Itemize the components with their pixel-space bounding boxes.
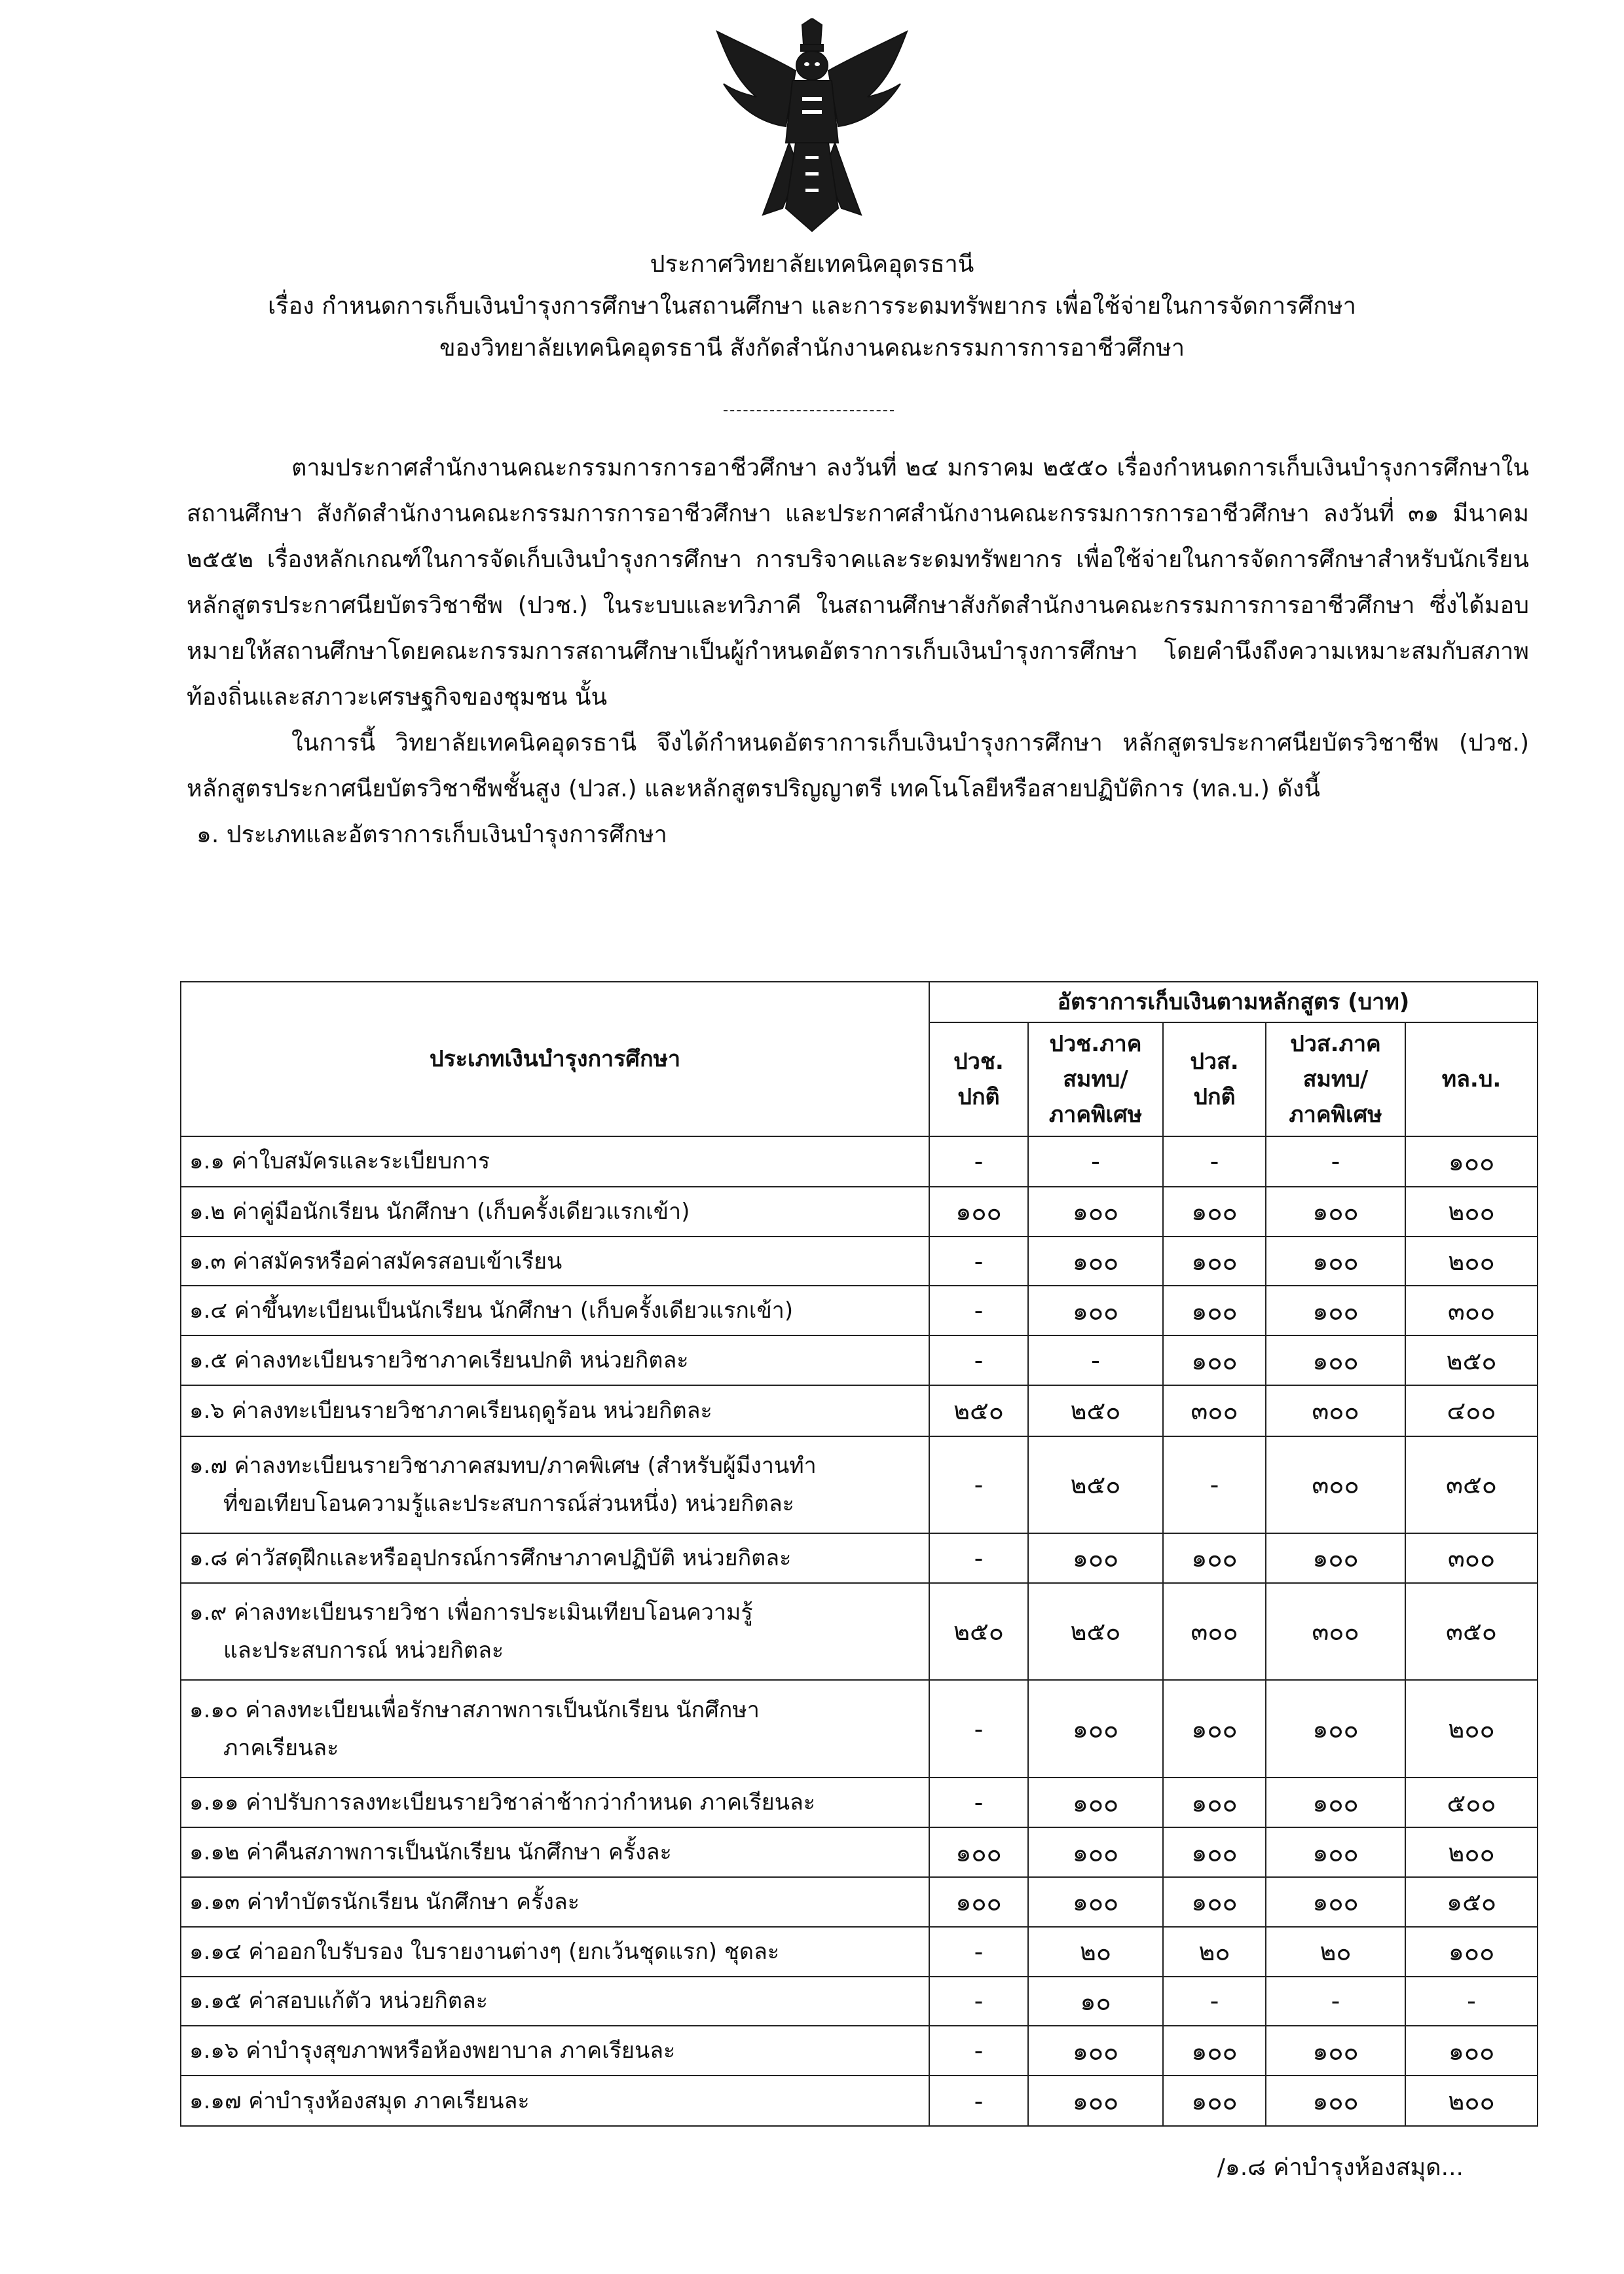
col-header-3 bbox=[1163, 1022, 1266, 1136]
fee-item-label bbox=[181, 1680, 929, 1778]
rate-cell: ๓๐๐ bbox=[1266, 1436, 1405, 1533]
rate-cell: ๑๐ bbox=[1028, 1977, 1163, 2026]
fee-item-label: ๑.๕ ค่าลงทะเบียนรายวิชาภาคเรียนปกติ หน่วยกิตละ bbox=[181, 1335, 929, 1385]
fee-item-label bbox=[181, 1583, 929, 1680]
body-paragraph-1: ตามประกาศสำนักงานคณะกรรมการการอาชีวศึกษา ลงวันที่ ๒๔ มกราคม ๒๕๕๐ เรื่องกำหนดการเก็บเงินบำรุงการศึกษาในสถานศึกษา สังกัดสำนักงานคณะกรรมการการอาชีวศึกษา และประกาศสำนักงานคณะกรรมการการอาชีวศึกษา ลงวันที่ ๓๑ มีนาคม ๒๕๕๒ เรื่องหลักเกณฑ์ในการจัดเก็บเงินบำรุงการศึกษา การบริจาคและระดมทรัพยากร เพื่อใช้จ่ายในการจัดการศึกษาสำหรับนักเรียน หลักสูตรประกาศนียบัตรวิชาชีพ (ปวช.) ในระบบและทวิภาคี ในสถานศึกษาสังกัดสำนักงานคณะกรรมการการอาชีวศึกษา ซึ่งได้มอบหมายให้สถานศึกษาโดยคณะกรรมการสถานศึกษาเป็นผู้กำหนดอัตราการเก็บเงินบำรุงการศึกษา โดยคำนึงถึงความเหมาะสมกับสภาพท้องถิ่นและสภาวะเศรษฐกิจของชุมชน นั้น bbox=[187, 455, 1529, 711]
rate-cell: - bbox=[929, 1927, 1028, 1977]
table-row bbox=[181, 1335, 1538, 1385]
rate-cell: - bbox=[1163, 1136, 1266, 1187]
table-row bbox=[181, 1533, 1538, 1583]
fee-item-label bbox=[181, 1436, 929, 1533]
fee-type-header: ประเภทเงินบำรุงการศึกษา bbox=[181, 982, 929, 1136]
rate-cell: ๒๕๐ bbox=[1028, 1385, 1163, 1436]
fee-item-label: ๑.๑๒ ค่าคืนสภาพการเป็นนักเรียน นักศึกษา ครั้งละ bbox=[181, 1827, 929, 1877]
rate-cell: - bbox=[1163, 1977, 1266, 2026]
fee-item-line: ๑.๑๐ ค่าลงทะเบียนเพื่อรักษาสภาพการเป็นนักเรียน นักศึกษา bbox=[189, 1696, 760, 1723]
fee-item-line: ๑.๙ ค่าลงทะเบียนรายวิชา เพื่อการประเมินเทียบโอนความรู้ bbox=[189, 1599, 753, 1626]
rate-cell: ๑๕๐ bbox=[1405, 1877, 1538, 1927]
continuation-note: /๑.๘ ค่าบำรุงห้องสมุด... bbox=[1217, 2154, 1464, 2181]
rate-cell: ๑๐๐ bbox=[1266, 1237, 1405, 1286]
rate-header: อัตราการเก็บเงินตามหลักสูตร (บาท) bbox=[929, 982, 1538, 1022]
rate-cell: ๑๐๐ bbox=[1163, 1237, 1266, 1286]
rate-cell: ๑๐๐ bbox=[1266, 1680, 1405, 1778]
rate-cell: - bbox=[1163, 1436, 1266, 1533]
col-header-5 bbox=[1405, 1022, 1538, 1136]
rate-cell: ๒๕๐ bbox=[929, 1583, 1028, 1680]
col-header-line: ภาคพิเศษ bbox=[1289, 1102, 1382, 1128]
col-header-line: ปวส.ภาค bbox=[1290, 1031, 1381, 1057]
rate-cell: ๑๐๐ bbox=[1163, 1533, 1266, 1583]
table-row bbox=[181, 1827, 1538, 1877]
announcement-title: ประกาศวิทยาลัยเทคนิคอุดรธานี bbox=[650, 251, 974, 278]
fee-item-label: ๑.๘ ค่าวัสดุฝึกและหรืออุปกรณ์การศึกษาภาคปฏิบัติ หน่วยกิตละ bbox=[181, 1533, 929, 1583]
rate-cell: ๑๐๐ bbox=[1266, 1187, 1405, 1237]
table-row bbox=[181, 1286, 1538, 1335]
fee-rate-table bbox=[180, 981, 1538, 2127]
rate-cell: - bbox=[1266, 1977, 1405, 2026]
rate-cell: ๑๐๐ bbox=[929, 1827, 1028, 1877]
announcement-subject-line1: เรื่อง กำหนดการเก็บเงินบำรุงการศึกษาในสถานศึกษา และการระดมทรัพยากร เพื่อใช้จ่ายในการจัดการศึกษา bbox=[268, 293, 1356, 320]
rate-cell: ๑๐๐ bbox=[1163, 1286, 1266, 1335]
col-header-line: ปวช. bbox=[953, 1049, 1004, 1075]
rate-cell: ๑๐๐ bbox=[1266, 1533, 1405, 1583]
rate-cell: ๒๐๐ bbox=[1405, 1237, 1538, 1286]
rate-cell: ๑๐๐ bbox=[1266, 1877, 1405, 1927]
rate-cell: ๑๐๐ bbox=[1163, 1335, 1266, 1385]
rate-cell: ๓๐๐ bbox=[1405, 1286, 1538, 1335]
rate-cell: ๑๐๐ bbox=[1266, 1335, 1405, 1385]
fee-item-label: ๑.๑๔ ค่าออกใบรับรอง ใบรายงานต่างๆ (ยกเว้นชุดแรก) ชุดละ bbox=[181, 1927, 929, 1977]
announcement-body bbox=[187, 445, 1529, 858]
col-header-2 bbox=[1028, 1022, 1163, 1136]
rate-cell: ๓๐๐ bbox=[1163, 1385, 1266, 1436]
rate-cell: ๒๐ bbox=[1266, 1927, 1405, 1977]
rate-cell: - bbox=[1266, 1136, 1405, 1187]
rate-cell: ๕๐๐ bbox=[1405, 1778, 1538, 1827]
table-row bbox=[181, 1680, 1538, 1778]
rate-cell: ๑๐๐ bbox=[1163, 2026, 1266, 2076]
rate-cell: ๑๐๐ bbox=[1028, 1533, 1163, 1583]
table-row bbox=[181, 1136, 1538, 1187]
col-header-line: ปวส. bbox=[1190, 1049, 1239, 1075]
rate-cell: ๒๐ bbox=[1028, 1927, 1163, 1977]
rate-cell: ๑๐๐ bbox=[1163, 2076, 1266, 2126]
rate-cell: ๑๐๐ bbox=[1028, 1877, 1163, 1927]
rate-cell: ๑๐๐ bbox=[1028, 2076, 1163, 2126]
rate-cell: ๑๐๐ bbox=[1405, 1136, 1538, 1187]
rate-cell: ๓๐๐ bbox=[1266, 1583, 1405, 1680]
table-row bbox=[181, 2026, 1538, 2076]
rate-cell: ๑๐๐ bbox=[1163, 1827, 1266, 1877]
table-row bbox=[181, 1927, 1538, 1977]
rate-cell: ๑๐๐ bbox=[1266, 2026, 1405, 2076]
garuda-emblem-icon bbox=[710, 18, 913, 234]
rate-cell: ๑๐๐ bbox=[1028, 1680, 1163, 1778]
fee-item-label: ๑.๖ ค่าลงทะเบียนรายวิชาภาคเรียนฤดูร้อน หน่วยกิตละ bbox=[181, 1385, 929, 1436]
rate-cell: ๒๕๐ bbox=[929, 1385, 1028, 1436]
rate-cell: - bbox=[929, 1237, 1028, 1286]
rate-cell: ๓๐๐ bbox=[1266, 1385, 1405, 1436]
table-row bbox=[181, 1237, 1538, 1286]
fee-item-label: ๑.๑๑ ค่าปรับการลงทะเบียนรายวิชาล่าช้ากว่ากำหนด ภาคเรียนละ bbox=[181, 1778, 929, 1827]
table-row bbox=[181, 1436, 1538, 1533]
rate-cell: ๔๐๐ bbox=[1405, 1385, 1538, 1436]
col-header-line: ภาคพิเศษ bbox=[1048, 1102, 1143, 1128]
col-header-4 bbox=[1266, 1022, 1405, 1136]
rate-cell: - bbox=[1028, 1136, 1163, 1187]
rate-cell: - bbox=[929, 1533, 1028, 1583]
rate-cell: - bbox=[929, 2076, 1028, 2126]
rate-cell: ๑๐๐ bbox=[929, 1877, 1028, 1927]
col-header-line: สมทบ/ bbox=[1063, 1066, 1128, 1092]
rate-cell: ๒๐๐ bbox=[1405, 1827, 1538, 1877]
rate-cell: - bbox=[929, 1778, 1028, 1827]
col-header-line: สมทบ/ bbox=[1302, 1066, 1369, 1092]
fee-item-line: ที่ขอเทียบโอนความรู้และประสบการณ์ส่วนหนึ่ง) หน่วยกิตละ bbox=[223, 1490, 794, 1517]
fee-item-line: ๑.๗ ค่าลงทะเบียนรายวิชาภาคสมทบ/ภาคพิเศษ (สำหรับผู้มีงานทำ bbox=[189, 1452, 817, 1479]
rate-cell: ๒๕๐ bbox=[1405, 1335, 1538, 1385]
fee-item-label: ๑.๑๓ ค่าทำบัตรนักเรียน นักศึกษา ครั้งละ bbox=[181, 1877, 929, 1927]
rate-cell: ๑๐๐ bbox=[1163, 1778, 1266, 1827]
rate-cell: ๑๐๐ bbox=[1405, 2026, 1538, 2076]
rate-cell: ๓๐๐ bbox=[1163, 1583, 1266, 1680]
rate-cell: - bbox=[929, 2026, 1028, 2076]
rate-cell: ๑๐๐ bbox=[1405, 1927, 1538, 1977]
rate-cell: - bbox=[1028, 1335, 1163, 1385]
rate-cell: ๑๐๐ bbox=[1028, 1286, 1163, 1335]
rate-cell: ๒๐๐ bbox=[1405, 1680, 1538, 1778]
rate-cell: ๓๐๐ bbox=[1405, 1533, 1538, 1583]
col-header-line: ปกติ bbox=[957, 1084, 1000, 1110]
section-1-heading: ๑. ประเภทและอัตราการเก็บเงินบำรุงการศึกษา bbox=[196, 821, 667, 848]
rate-cell: ๑๐๐ bbox=[929, 1187, 1028, 1237]
col-header-line: ทล.บ. bbox=[1441, 1066, 1502, 1092]
fee-item-line: ภาคเรียนละ bbox=[223, 1734, 339, 1761]
rate-cell: ๒๐ bbox=[1163, 1927, 1266, 1977]
rate-cell: ๒๐๐ bbox=[1405, 1187, 1538, 1237]
fee-item-label: ๑.๑๗ ค่าบำรุงห้องสมุด ภาคเรียนละ bbox=[181, 2076, 929, 2126]
rate-cell: ๑๐๐ bbox=[1028, 1187, 1163, 1237]
announcement-subject-line2: ของวิทยาลัยเทคนิคอุดรธานี สังกัดสำนักงานคณะกรรมการการอาชีวศึกษา bbox=[439, 335, 1185, 362]
fee-item-line: และประสบการณ์ หน่วยกิตละ bbox=[223, 1637, 504, 1664]
title-divider bbox=[724, 410, 894, 411]
rate-cell: ๑๐๐ bbox=[1028, 1827, 1163, 1877]
rate-cell: - bbox=[929, 1286, 1028, 1335]
col-header-1 bbox=[929, 1022, 1028, 1136]
table-row bbox=[181, 1583, 1538, 1680]
body-paragraph-2: ในการนี้ วิทยาลัยเทคนิคอุดรธานี จึงได้กำหนดอัตราการเก็บเงินบำรุงการศึกษา หลักสูตรประกาศนียบัตรวิชาชีพ (ปวช.) หลักสูตรประกาศนียบัตรวิชาชีพชั้นสูง (ปวส.) และหลักสูตรปริญญาตรี เทคโนโลยีหรือสายปฏิบัติการ (ทล.บ.) ดังนี้ bbox=[187, 730, 1529, 802]
col-header-line: ปกติ bbox=[1193, 1084, 1236, 1110]
rate-cell: - bbox=[929, 1680, 1028, 1778]
fee-item-label: ๑.๑ ค่าใบสมัครและระเบียบการ bbox=[181, 1136, 929, 1187]
rate-cell: ๒๕๐ bbox=[1028, 1436, 1163, 1533]
rate-cell: ๑๐๐ bbox=[1163, 1680, 1266, 1778]
fee-item-label: ๑.๑๖ ค่าบำรุงสุขภาพหรือห้องพยาบาล ภาคเรียนละ bbox=[181, 2026, 929, 2076]
rate-cell: - bbox=[929, 1335, 1028, 1385]
rate-cell: ๓๕๐ bbox=[1405, 1583, 1538, 1680]
rate-cell: ๑๐๐ bbox=[1163, 1877, 1266, 1927]
rate-cell: ๒๕๐ bbox=[1028, 1583, 1163, 1680]
rate-cell: ๑๐๐ bbox=[1266, 1286, 1405, 1335]
table-row bbox=[181, 2076, 1538, 2126]
rate-cell: ๑๐๐ bbox=[1028, 1778, 1163, 1827]
rate-cell: ๑๐๐ bbox=[1266, 2076, 1405, 2126]
rate-cell: ๓๕๐ bbox=[1405, 1436, 1538, 1533]
announcement-header bbox=[131, 244, 1493, 369]
rate-cell: - bbox=[929, 1436, 1028, 1533]
rate-cell: - bbox=[929, 1136, 1028, 1187]
rate-cell: - bbox=[929, 1977, 1028, 2026]
fee-item-label: ๑.๑๕ ค่าสอบแก้ตัว หน่วยกิตละ bbox=[181, 1977, 929, 2026]
table-row bbox=[181, 1778, 1538, 1827]
rate-cell: - bbox=[1405, 1977, 1538, 2026]
table-row bbox=[181, 1977, 1538, 2026]
fee-item-label: ๑.๒ ค่าคู่มือนักเรียน นักศึกษา (เก็บครั้งเดียวแรกเข้า) bbox=[181, 1187, 929, 1237]
table-row bbox=[181, 1385, 1538, 1436]
rate-cell: ๑๐๐ bbox=[1163, 1187, 1266, 1237]
fee-item-label: ๑.๓ ค่าสมัครหรือค่าสมัครสอบเข้าเรียน bbox=[181, 1237, 929, 1286]
rate-cell: ๑๐๐ bbox=[1266, 1778, 1405, 1827]
table-row bbox=[181, 1877, 1538, 1927]
rate-cell: ๑๐๐ bbox=[1028, 2026, 1163, 2076]
rate-cell: ๑๐๐ bbox=[1028, 1237, 1163, 1286]
table-row bbox=[181, 1187, 1538, 1237]
rate-cell: ๒๐๐ bbox=[1405, 2076, 1538, 2126]
fee-item-label: ๑.๔ ค่าขึ้นทะเบียนเป็นนักเรียน นักศึกษา (เก็บครั้งเดียวแรกเข้า) bbox=[181, 1286, 929, 1335]
col-header-line: ปวช.ภาค bbox=[1049, 1031, 1142, 1057]
rate-cell: ๑๐๐ bbox=[1266, 1827, 1405, 1877]
